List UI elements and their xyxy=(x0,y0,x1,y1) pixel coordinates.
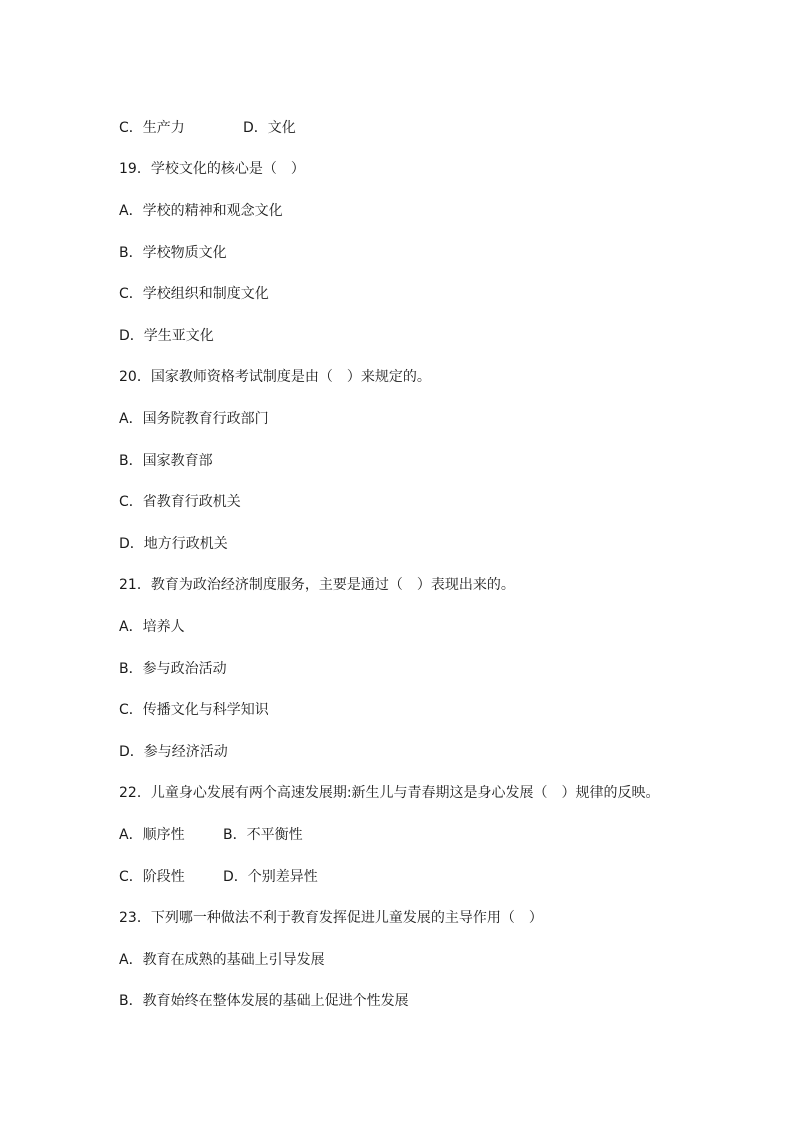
option-row xyxy=(119,118,296,138)
option-b: B．不平衡性 xyxy=(223,827,303,843)
option-c: C．阶段性 xyxy=(119,869,185,885)
option-c: C．省教育行政机关 xyxy=(119,494,241,510)
option-c: C．传播文化与科学知识 xyxy=(119,702,269,718)
question-20: 20．国家教师资格考试制度是由（ ）来规定的。 xyxy=(119,369,431,385)
option-d: D．个别差异性 xyxy=(223,869,318,885)
option-b: B．国家教育部 xyxy=(119,453,213,469)
option-a: A．教育在成熟的基础上引导发展 xyxy=(119,952,325,968)
option-a: A．国务院教育行政部门 xyxy=(119,411,269,427)
option-d: D．文化 xyxy=(243,120,296,136)
option-b: B．参与政治活动 xyxy=(119,661,227,677)
option-row xyxy=(119,825,303,845)
question-19: 19．学校文化的核心是（ ） xyxy=(119,161,305,177)
question-23: 23．下列哪一种做法不利于教育发挥促进儿童发展的主导作用（ ） xyxy=(119,910,543,926)
option-row xyxy=(119,867,318,887)
option-a: A．培养人 xyxy=(119,619,185,635)
option-b: B．学校物质文化 xyxy=(119,245,227,261)
option-b: B．教育始终在整体发展的基础上促进个性发展 xyxy=(119,993,409,1009)
option-d: D．地方行政机关 xyxy=(119,536,228,552)
option-d: D．参与经济活动 xyxy=(119,744,228,760)
option-d: D．学生亚文化 xyxy=(119,328,214,344)
option-a: A．学校的精神和观念文化 xyxy=(119,203,283,219)
option-a: A．顺序性 xyxy=(119,827,185,843)
question-22: 22．儿童身心发展有两个高速发展期:新生儿与青春期这是身心发展（ ）规律的反映。 xyxy=(119,785,660,801)
option-c: C．生产力 xyxy=(119,120,185,136)
question-21: 21．教育为政治经济制度服务，主要是通过（ ）表现出来的。 xyxy=(119,577,515,593)
option-c: C．学校组织和制度文化 xyxy=(119,286,269,302)
